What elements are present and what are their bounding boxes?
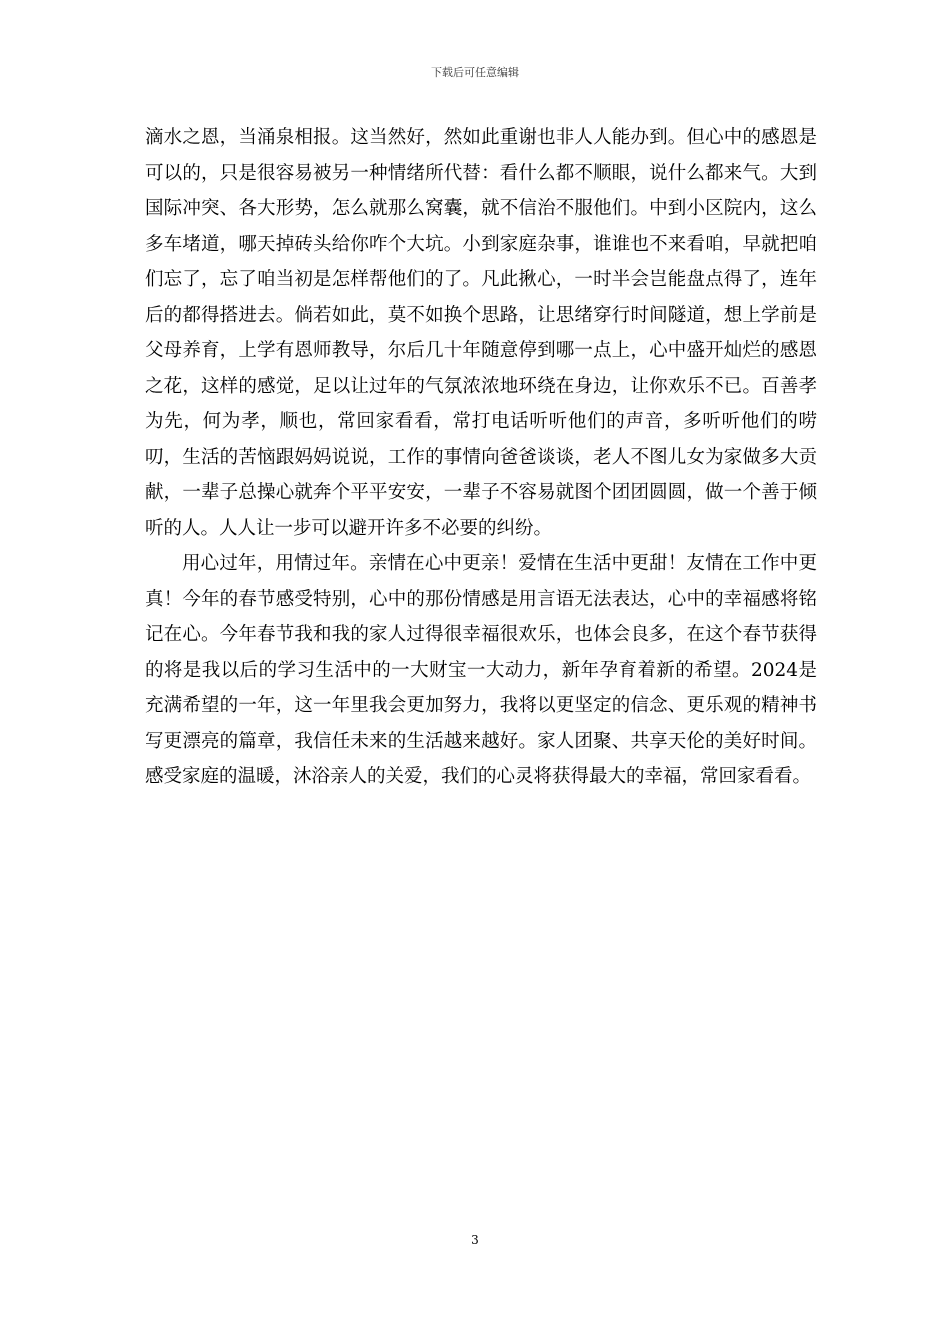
- page-header-note: 下载后可任意编辑: [431, 66, 519, 79]
- paragraph: 用心过年，用情过年。亲情在心中更亲！爱情在生活中更甜！友情在工作中更真！今年的春节感受特别，心中的那份情感是用言语无法表达，心中的幸福感将铭记在心。今年春节我和我的家人过得很幸福很欢乐，也体会良多，在这个春节获得的将是我以后的学习生活中的一大财宝一大动力，新年孕育着新的希望。2024是充满希望的一年，这一年里我会更加努力，我将以更坚定的信念、更乐观的精神书写更漂亮的篇章，我信任未来的生活越来越好。家人团聚、共享天伦的美好时间。感受家庭的温暖，沐浴亲人的关爱，我们的心灵将获得最大的幸福，常回家看看。: [145, 553, 817, 787]
- paragraph-continued: 滴水之恩，当涌泉相报。这当然好，然如此重谢也非人人能办到。但心中的感恩是可以的，只是很容易被另一种情绪所代替：看什么都不顺眼，说什么都来气。大到国际冲突、各大形势，怎么就那么窝囊，就不信治不服他们。中到小区院内，这么多车堵道，哪天掉砖头给你咋个大坑。小到家庭杂事，谁谁也不来看咱，早就把咱们忘了，忘了咱当初是怎样帮他们的了。凡此揪心，一时半会岂能盘点得了，连年后的都得搭进去。倘若如此，莫不如换个思路，让思绪穿行时间隧道，想上学前是父母养育，上学有恩师教导，尔后几十年随意停到哪一点上，心中盛开灿烂的感恩之花，这样的感觉，足以让过年的气氛浓浓地环绕在身边，让你欢乐不已。百善孝为先，何为孝，顺也，常回家看看，常打电话听听他们的声音，多听听他们的唠叨，生活的苦恼跟妈妈说说，工作的事情向爸爸谈谈，老人不图儿女为家做多大贡献，一辈子总操心就奔个平平安安，一辈子不容易就图个团团圆圆，做一个善于倾听的人。人人让一步可以避开许多不必要的纠纷。: [145, 127, 817, 539]
- page-number: 3: [471, 1233, 479, 1247]
- document-body: [145, 120, 817, 795]
